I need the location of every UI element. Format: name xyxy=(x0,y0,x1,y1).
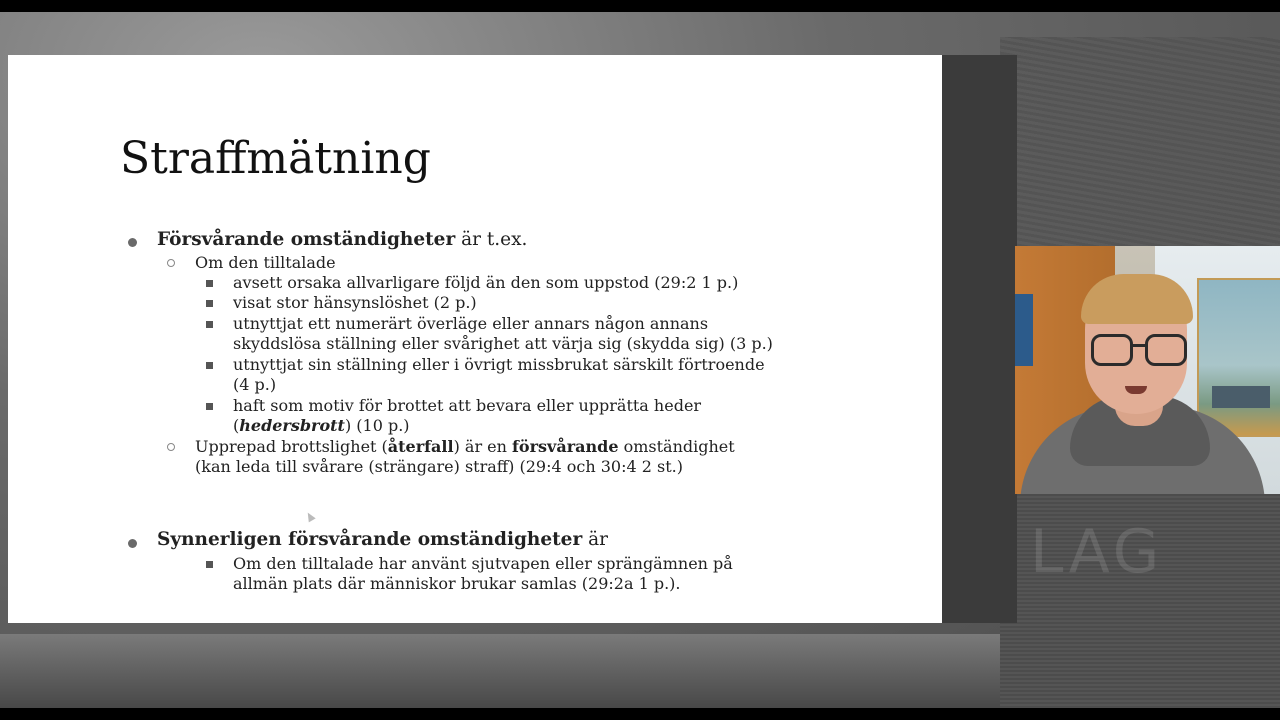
background-bookshelf xyxy=(1000,37,1280,277)
item-honor-line2 xyxy=(233,416,410,437)
sub-recidivism-line1 xyxy=(195,437,735,458)
background-box-label: LAG xyxy=(1030,517,1164,587)
slide-title: Straffmätning xyxy=(120,133,431,184)
recidivism-text-a: Upprepad brottslighet ( xyxy=(195,437,388,456)
presentation-slide xyxy=(8,55,942,623)
item-explosives-line2: allmän plats där människor brukar samlas (29:2a 1 p.). xyxy=(233,574,681,593)
bullet-square-icon xyxy=(206,300,213,307)
bullet-aggravating-bold: Försvårande omständigheter xyxy=(157,229,456,250)
honor-crime-term: hedersbrott xyxy=(239,416,345,435)
item-numerical-advantage-line1: utnyttjat ett numerärt överläge eller annars någon annans xyxy=(233,314,709,333)
bullet-square-icon xyxy=(206,561,213,568)
item-abuse-of-trust-line1: utnyttjat sin ställning eller i övrigt missbrukat särskilt förtroende xyxy=(233,355,765,374)
bullet-particularly-aggravating xyxy=(157,530,608,551)
bullet-aggravating-rest: är t.ex. xyxy=(455,229,528,250)
item-honor-line1: haft som motiv för brottet att bevara eller upprätta heder xyxy=(233,396,702,415)
bullet-circle-icon xyxy=(167,443,175,451)
slide-bullets xyxy=(8,55,942,623)
webcam-background-object xyxy=(1015,294,1033,366)
webcam-painting-detail xyxy=(1212,386,1270,408)
bullet-aggravating xyxy=(157,230,527,251)
item-numerical-advantage-line2: skyddslösa ställning eller svårighet att värja sig (skydda sig) (3 p.) xyxy=(233,334,773,353)
bullet-square-icon xyxy=(206,280,213,287)
sub-recidivism-line2: (kan leda till svårare (strängare) straff) (29:4 och 30:4 2 st.) xyxy=(195,457,683,476)
presenter-webcam xyxy=(1015,246,1280,494)
bullet-dot-icon xyxy=(128,539,137,548)
recidivism-text-e: omständighet xyxy=(618,437,735,456)
glasses-icon xyxy=(1091,334,1187,364)
sub-defendant: Om den tilltalade xyxy=(195,253,336,272)
bullet-particularly-aggravating-rest: är xyxy=(582,529,608,550)
bullet-square-icon xyxy=(206,362,213,369)
item-explosives-line1: Om den tilltalade har använt sjutvapen eller sprängämnen på xyxy=(233,554,733,573)
bullet-square-icon xyxy=(206,321,213,328)
item-intended-consequence: avsett orsaka allvarligare följd än den som uppstod (29:2 1 p.) xyxy=(233,273,739,292)
recidivism-text-c: ) är en xyxy=(453,437,513,456)
bullet-dot-icon xyxy=(128,238,137,247)
bullet-circle-icon xyxy=(167,259,175,267)
item-ruthlessness: visat stor hänsynslöshet (2 p.) xyxy=(233,293,477,312)
recidivism-term: återfall xyxy=(387,437,454,456)
honor-open-paren: ( xyxy=(233,416,240,435)
bullet-particularly-aggravating-bold: Synnerligen försvårande omständigheter xyxy=(157,529,583,550)
slide-side-panel xyxy=(942,55,1017,623)
item-abuse-of-trust-line2: (4 p.) xyxy=(233,375,277,394)
aggravating-term: försvårande xyxy=(512,437,619,456)
webcam-painting xyxy=(1197,278,1280,437)
background-floor xyxy=(0,634,1000,708)
bullet-square-icon xyxy=(206,403,213,410)
honor-rest: ) (10 p.) xyxy=(344,416,410,435)
